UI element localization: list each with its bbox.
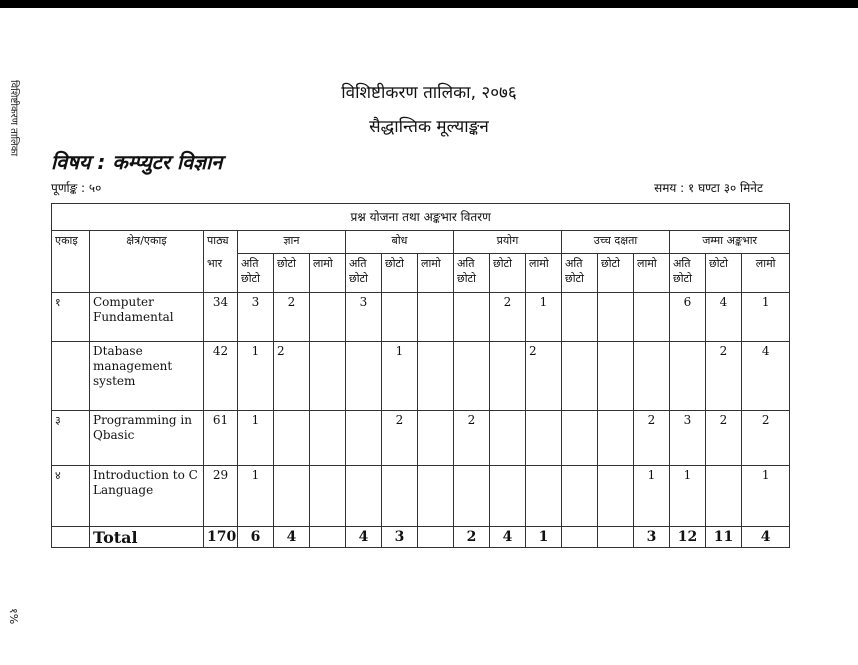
sub-very-short: अति छोटो	[454, 254, 490, 293]
sub-long: लामो	[310, 254, 346, 293]
sub-very-short: अति छोटो	[238, 254, 274, 293]
specification-table	[51, 203, 790, 548]
sub-long: लामो	[526, 254, 562, 293]
cell-u-l	[418, 293, 454, 342]
page-subtitle: सैद्धान्तिक मूल्याङ्कन	[369, 117, 489, 137]
cell-a-l	[526, 411, 562, 466]
cell-a-l: 1	[526, 293, 562, 342]
total-a-vs: 2	[454, 527, 490, 548]
cell-h-vs	[562, 466, 598, 527]
group-higher-ability: उच्च दक्षता	[562, 231, 670, 254]
cell-h-l: 2	[634, 411, 670, 466]
cell-t-vs: 1	[670, 466, 706, 527]
cell-h-s	[598, 411, 634, 466]
cell-u-s: 2	[382, 411, 418, 466]
row-unit: ४	[52, 466, 90, 527]
cell-k-s	[274, 411, 310, 466]
full-marks: पूर्णाङ्क : ५०	[51, 181, 102, 195]
cell-u-l	[418, 342, 454, 411]
col-weight-header-1: पाठ्य	[204, 231, 238, 254]
total-k-s: 4	[274, 527, 310, 548]
exam-time: समय : १ घण्टा ३० मिनेट	[654, 181, 763, 195]
cell-t-s: 2	[706, 342, 742, 411]
cell-t-l: 4	[742, 342, 790, 411]
cell-u-s: 1	[382, 342, 418, 411]
sub-short: छोटो	[490, 254, 526, 293]
cell-h-vs	[562, 342, 598, 411]
total-k-l	[310, 527, 346, 548]
cell-h-l	[634, 293, 670, 342]
col-area-header: क्षेत्र/एकाइ	[90, 231, 204, 293]
sub-short: छोटो	[382, 254, 418, 293]
cell-h-s	[598, 342, 634, 411]
sub-very-short: अति छोटो	[562, 254, 598, 293]
cell-t-vs	[670, 342, 706, 411]
cell-k-vs: 3	[238, 293, 274, 342]
cell-h-s	[598, 293, 634, 342]
cell-k-l	[310, 342, 346, 411]
total-h-s	[598, 527, 634, 548]
cell-u-vs	[346, 466, 382, 527]
cell-a-l: 2	[526, 342, 562, 411]
total-t-l: 4	[742, 527, 790, 548]
cell-t-s: 4	[706, 293, 742, 342]
cell-k-vs: 1	[238, 342, 274, 411]
total-u-vs: 4	[346, 527, 382, 548]
total-t-s: 11	[706, 527, 742, 548]
total-row	[52, 527, 790, 548]
total-label: Total	[90, 527, 204, 548]
cell-t-l: 2	[742, 411, 790, 466]
sub-short: छोटो	[274, 254, 310, 293]
row-unit	[52, 342, 90, 411]
top-border-bar	[0, 0, 858, 8]
side-label: विशिष्टीकरण तालिका	[8, 80, 19, 157]
total-k-vs: 6	[238, 527, 274, 548]
group-knowledge: ज्ञान	[238, 231, 346, 254]
cell-k-l	[310, 293, 346, 342]
sub-long: लामो	[742, 254, 790, 293]
cell-h-vs	[562, 293, 598, 342]
sub-short: छोटो	[706, 254, 742, 293]
table-title: प्रश्न योजना तथा अङ्कभार वितरण	[52, 204, 790, 231]
cell-t-vs: 6	[670, 293, 706, 342]
cell-u-l	[418, 411, 454, 466]
cell-u-s	[382, 293, 418, 342]
table-row	[52, 293, 790, 342]
page-number: १%	[7, 608, 20, 625]
cell-k-s	[274, 466, 310, 527]
table-row	[52, 411, 790, 466]
group-total-marks: जम्मा अङ्कभार	[670, 231, 790, 254]
cell-h-vs	[562, 411, 598, 466]
total-u-s: 3	[382, 527, 418, 548]
total-weight: 170	[204, 527, 238, 548]
cell-a-s: 2	[490, 293, 526, 342]
cell-t-l: 1	[742, 293, 790, 342]
sub-long: लामो	[634, 254, 670, 293]
sub-long: लामो	[418, 254, 454, 293]
col-weight-header-2: भार	[204, 254, 238, 293]
row-area: Programming in Qbasic	[90, 411, 204, 466]
cell-k-vs: 1	[238, 466, 274, 527]
cell-k-s: 2	[274, 293, 310, 342]
group-application: प्रयोग	[454, 231, 562, 254]
cell-h-s	[598, 466, 634, 527]
row-unit: १	[52, 293, 90, 342]
cell-u-vs: 3	[346, 293, 382, 342]
col-unit-header: एकाइ	[52, 231, 90, 293]
row-area: Dtabase management system	[90, 342, 204, 411]
sub-very-short: अति छोटो	[670, 254, 706, 293]
total-a-s: 4	[490, 527, 526, 548]
cell-a-vs	[454, 342, 490, 411]
cell-k-l	[310, 411, 346, 466]
cell-t-l: 1	[742, 466, 790, 527]
row-weight: 42	[204, 342, 238, 411]
cell-a-s	[490, 342, 526, 411]
cell-u-vs	[346, 411, 382, 466]
table-row	[52, 466, 790, 527]
table-row	[52, 342, 790, 411]
sub-short: छोटो	[598, 254, 634, 293]
cell-k-vs: 1	[238, 411, 274, 466]
row-area: Computer Fundamental	[90, 293, 204, 342]
row-weight: 34	[204, 293, 238, 342]
group-understanding: बोध	[346, 231, 454, 254]
cell-u-s	[382, 466, 418, 527]
row-unit: ३	[52, 411, 90, 466]
cell-a-s	[490, 411, 526, 466]
cell-t-vs: 3	[670, 411, 706, 466]
row-weight: 61	[204, 411, 238, 466]
total-h-vs	[562, 527, 598, 548]
row-area: Introduction to C Language	[90, 466, 204, 527]
cell-t-s: 2	[706, 411, 742, 466]
cell-a-vs: 2	[454, 411, 490, 466]
cell-h-l: 1	[634, 466, 670, 527]
cell-k-s: 2	[274, 342, 310, 411]
total-t-vs: 12	[670, 527, 706, 548]
cell-a-s	[490, 466, 526, 527]
total-h-l: 3	[634, 527, 670, 548]
total-a-l: 1	[526, 527, 562, 548]
cell-u-vs	[346, 342, 382, 411]
cell-t-s	[706, 466, 742, 527]
subject-heading: विषय : कम्प्युटर विज्ञान	[51, 150, 223, 174]
row-weight: 29	[204, 466, 238, 527]
cell-a-l	[526, 466, 562, 527]
cell-a-vs	[454, 293, 490, 342]
cell-h-l	[634, 342, 670, 411]
total-unit-blank	[52, 527, 90, 548]
cell-a-vs	[454, 466, 490, 527]
cell-u-l	[418, 466, 454, 527]
sub-very-short: अति छोटो	[346, 254, 382, 293]
total-u-l	[418, 527, 454, 548]
page-title: विशिष्टीकरण तालिका, २०७६	[341, 83, 517, 103]
cell-k-l	[310, 466, 346, 527]
